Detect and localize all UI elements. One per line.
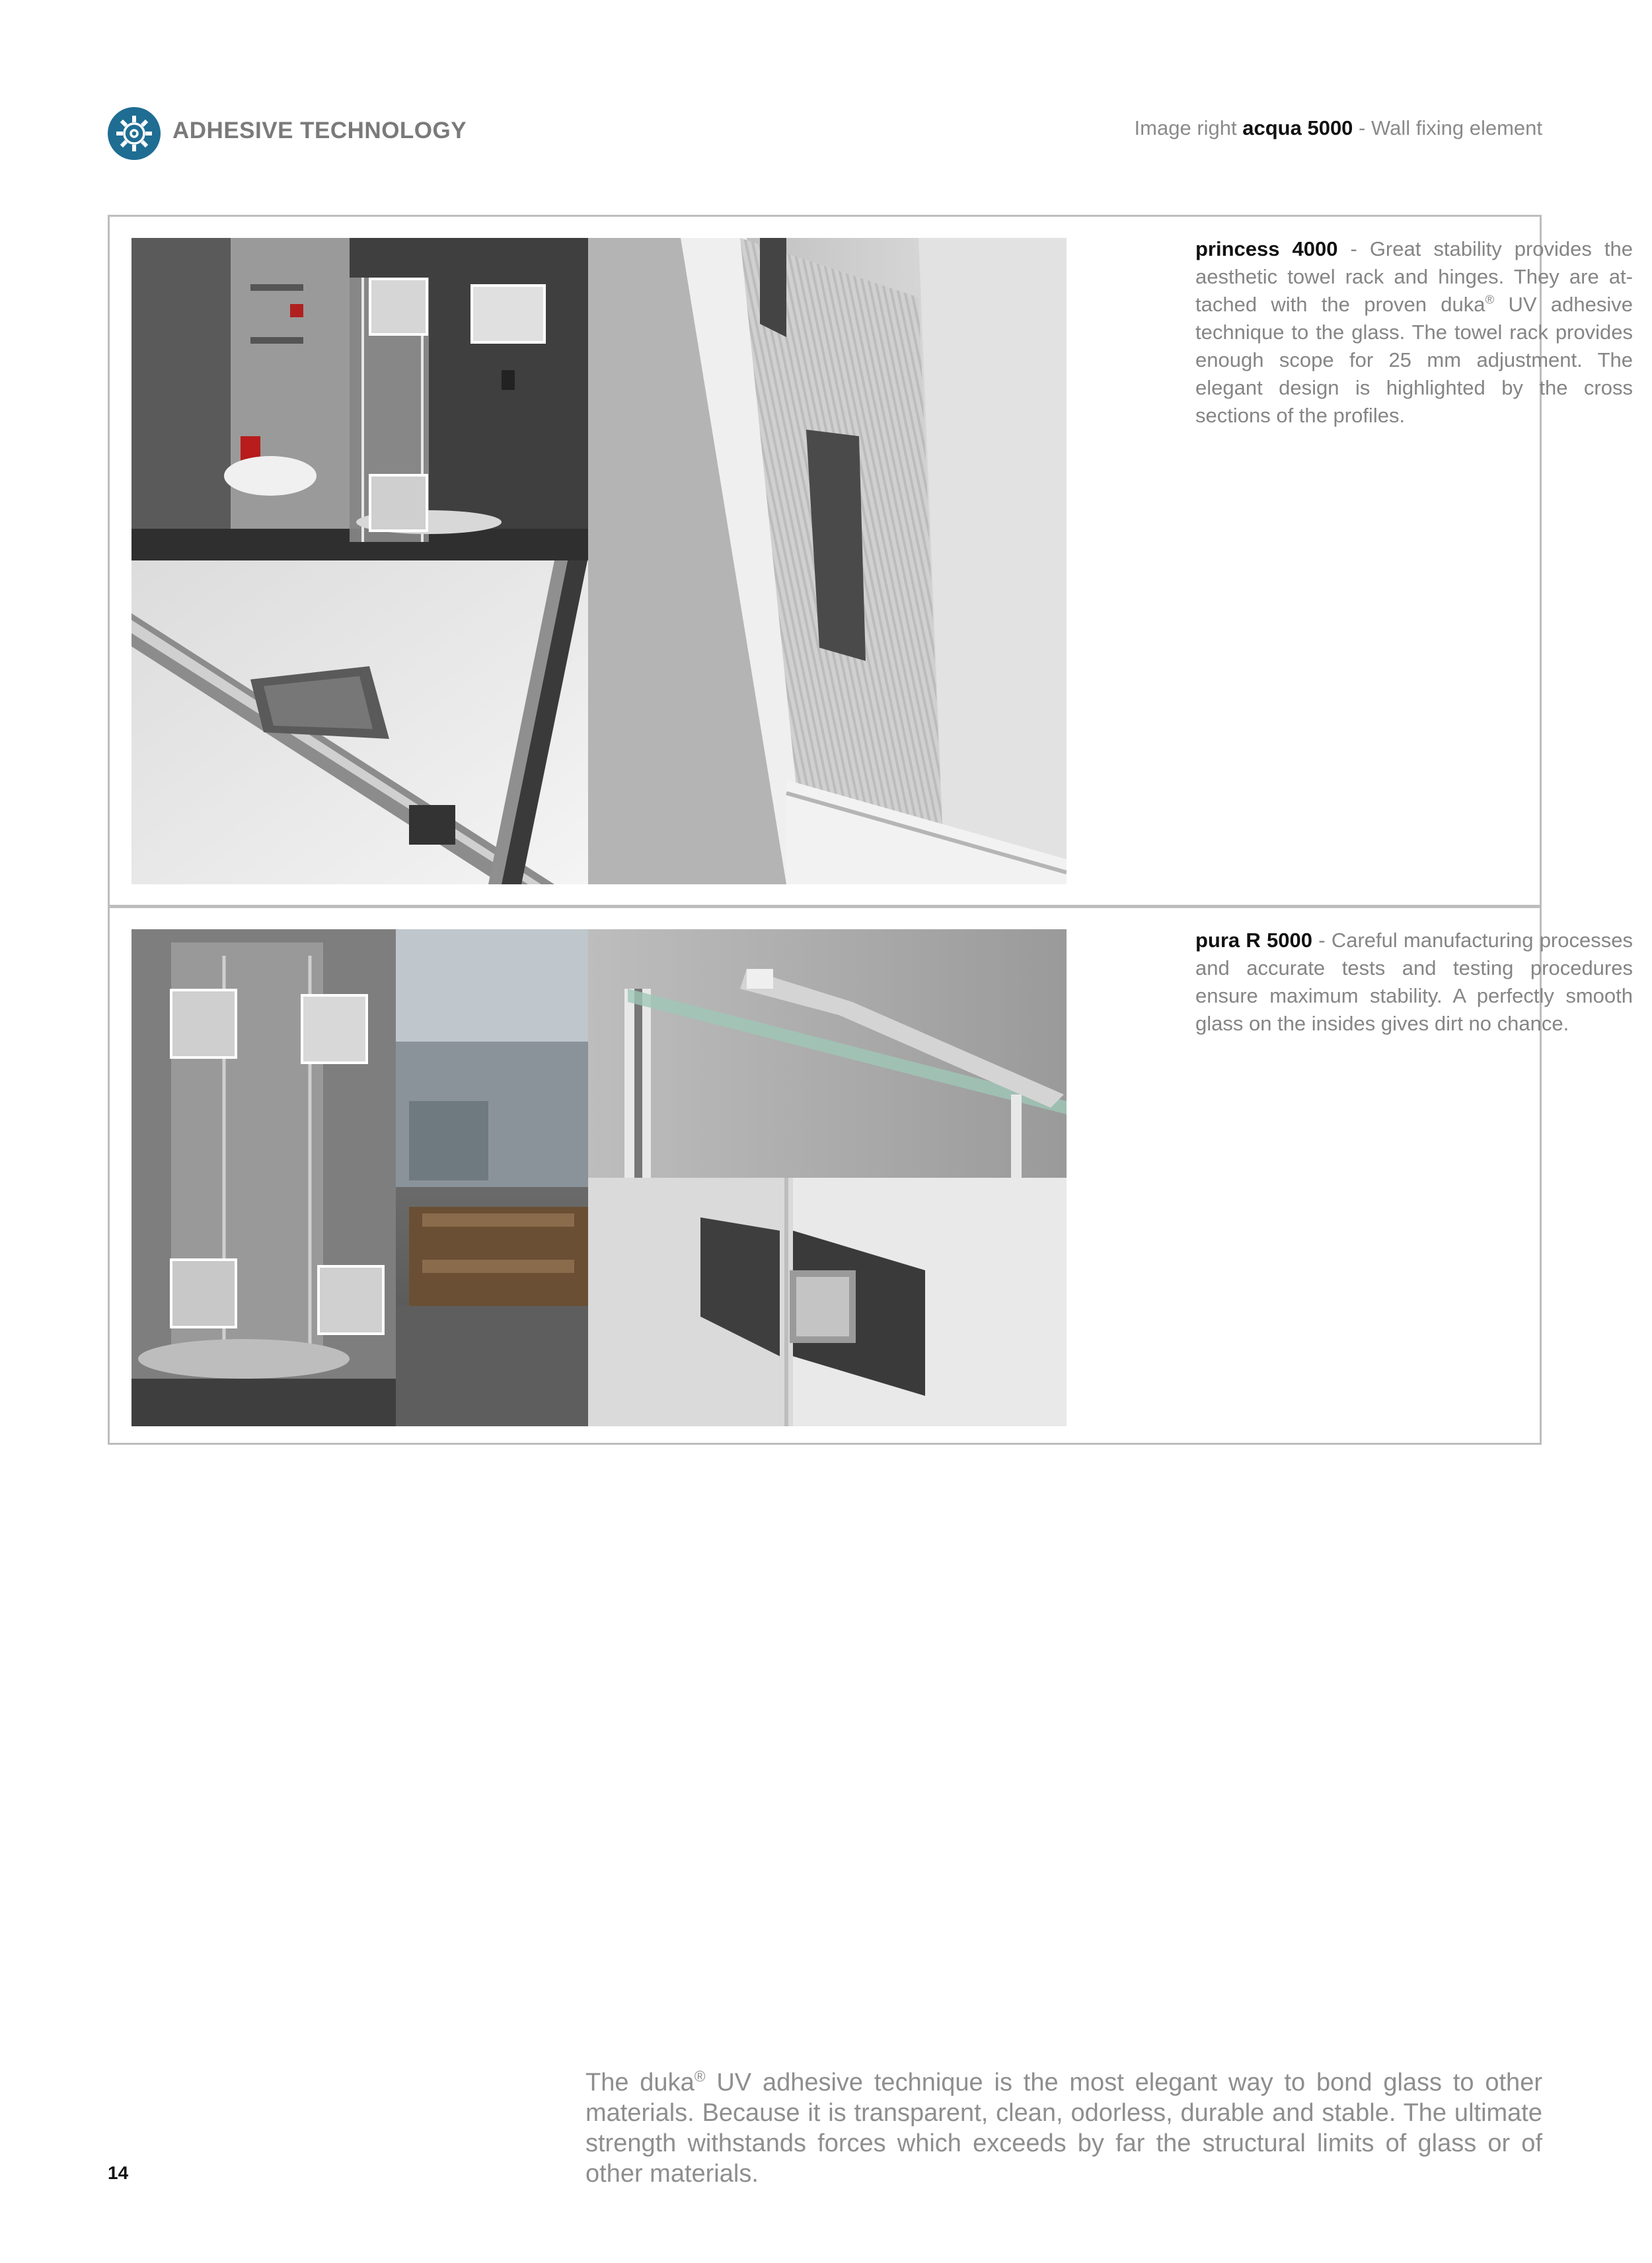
detail-thumbnail — [470, 284, 546, 344]
product-panel-princess — [108, 215, 1633, 907]
registered-mark: ® — [694, 2067, 706, 2085]
section-title: ADHESIVE TECHNOLOGY — [172, 118, 467, 143]
footer-text: UV adhesive technique is the most elegant way to bond glass to other materials. Because it is transparent, clean, odorless, durable and stable. The ultimate strength withstands forces which exceeds by far the structural limits of glass or of other materials. — [585, 2069, 1542, 2188]
registered-mark: ® — [1485, 292, 1495, 307]
bathroom-photo — [131, 238, 588, 560]
page-number: 14 — [108, 2163, 129, 2183]
shower-room-photo — [131, 929, 588, 1426]
description-text: - Careful manufacturing processes and accurate tests and testing procedures ensure maximum stability. A perfectly smooth glass on the insides gives dirt no chance. — [1195, 929, 1633, 1035]
wall-fixing-photo — [588, 238, 1067, 884]
gear-icon — [108, 107, 161, 160]
image-caption — [1135, 116, 1542, 140]
detail-thumbnail — [170, 989, 237, 1059]
detail-thumbnail — [170, 1258, 237, 1328]
description-text: - Great stability provides the aesthetic towel rack and hinges. They are attached with the proven duka — [1195, 237, 1633, 316]
product-name: princess 4000 — [1195, 237, 1338, 260]
caption-suffix: - Wall fixing element — [1359, 116, 1542, 139]
detail-thumbnail — [369, 278, 428, 336]
description-text: UV adhesive technique to the glass. The towel rack provides enough scope for 25 mm adjustment. The elegant design is highlighted by the cross sections of the profiles. — [1195, 293, 1633, 427]
glass-clamp-closeup — [588, 1178, 1067, 1426]
product-description — [1195, 927, 1633, 1038]
footer-paragraph — [585, 2067, 1542, 2189]
product-name: pura R 5000 — [1195, 929, 1313, 952]
product-panel-pura — [108, 906, 1633, 1445]
detail-thumbnail — [301, 994, 368, 1064]
detail-thumbnail — [317, 1265, 385, 1335]
caption-product: acqua 5000 — [1242, 116, 1353, 139]
product-description — [1195, 235, 1633, 430]
detail-thumbnail — [369, 474, 428, 532]
glass-fixing-closeup — [588, 929, 1067, 1178]
towel-rack-closeup — [131, 560, 588, 884]
caption-prefix: Image right — [1134, 116, 1237, 139]
footer-text: The duka — [585, 2069, 695, 2096]
